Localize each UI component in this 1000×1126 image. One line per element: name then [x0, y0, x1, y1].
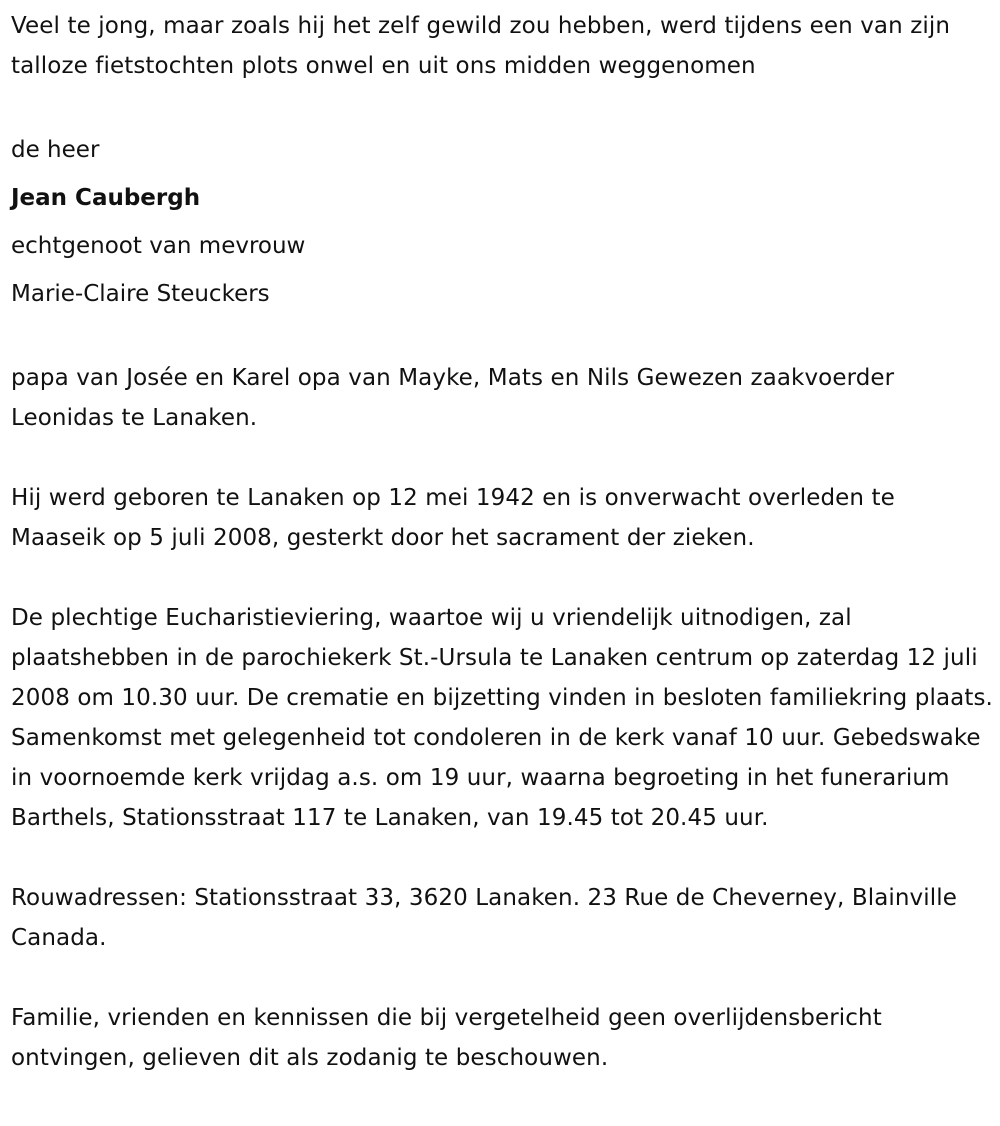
ceremony-paragraph: De plechtige Eucharistieviering, waartoe wij u vriendelijk uitnodigen, zal plaatshebben in de parochiekerk St.-Ursula te Lanaken centrum op zaterdag 12 juli 2008 om 10.30 uur. De crematie en bijzetting vinden in besloten familiekring plaats. Samenkomst met gelegenheid tot condoleren in de kerk vanaf 10 uur. Gebedswake in voornoemde kerk vrijdag a.s. om 19 uur, waarna begroeting in het funerarium Barthels, Stationsstraat 117 te Lanaken, van 19.45 tot 20.45 uur.: [11, 605, 993, 831]
spacer: [11, 958, 996, 998]
spacer: [11, 86, 996, 126]
spacer: [11, 438, 996, 478]
deceased-name: Jean Caubergh: [11, 185, 201, 211]
spacer: [11, 318, 996, 358]
family-paragraph: papa van Josée en Karel opa van Mayke, Mats en Nils Gewezen zaakvoerder Leonidas te Lanaken.: [11, 365, 895, 431]
obituary-document: [11, 6, 996, 1078]
spouse-label: echtgenoot van mevrouw: [11, 233, 306, 259]
spacer: [11, 838, 996, 878]
spacer: [11, 558, 996, 598]
addresses-paragraph: Rouwadressen: Stationsstraat 33, 3620 Lanaken. 23 Rue de Cheverney, Blainville Canada.: [11, 885, 957, 951]
birth-death-paragraph: Hij werd geboren te Lanaken op 12 mei 1942 en is onverwacht overleden te Maaseik op 5 juli 2008, gesterkt door het sacrament der zieken.: [11, 485, 895, 551]
closing-paragraph: Familie, vrienden en kennissen die bij vergetelheid geen overlijdensbericht ontvingen, gelieven dit als zodanig te beschouwen.: [11, 1005, 882, 1071]
spouse-name: Marie-Claire Steuckers: [11, 281, 270, 307]
salutation: de heer: [11, 137, 100, 163]
deceased-block: [11, 126, 996, 318]
intro-paragraph: Veel te jong, maar zoals hij het zelf gewild zou hebben, werd tijdens een van zijn talloze fietstochten plots onwel en uit ons midden weggenomen: [11, 13, 951, 79]
